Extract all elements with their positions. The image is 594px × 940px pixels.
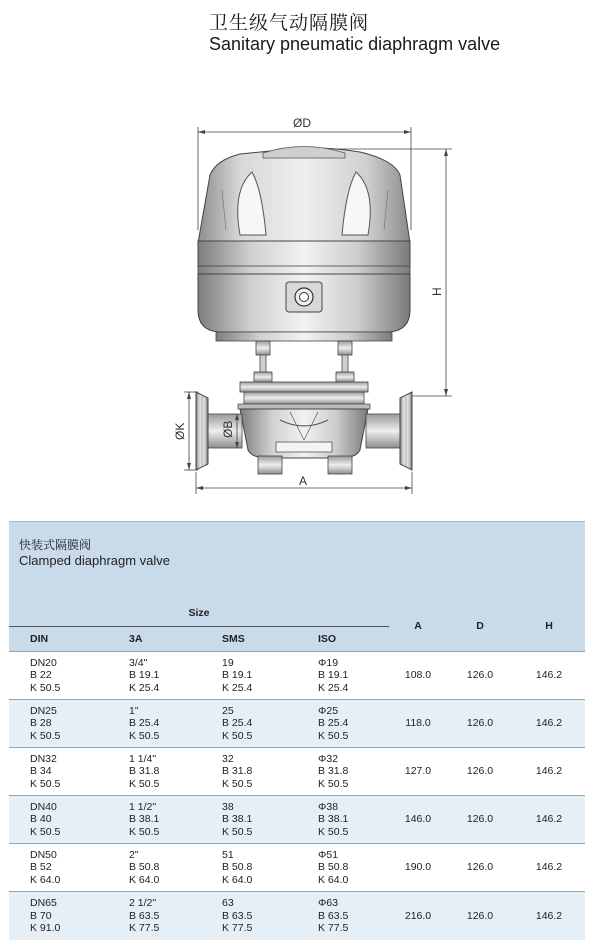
cell-line: K 91.0 — [30, 922, 61, 934]
cell-iso — [308, 652, 389, 700]
cell-line: K 77.5 — [129, 922, 160, 934]
cell-a: 146.0 — [389, 796, 447, 844]
cell-line: B 31.8 — [129, 765, 160, 778]
table-row — [9, 844, 585, 892]
column-header-din: DIN — [9, 627, 119, 652]
cell-a: 216.0 — [389, 892, 447, 940]
cell-line: B 38.1 — [129, 813, 160, 826]
cell-line: K 50.5 — [129, 825, 160, 838]
cell-sms — [212, 700, 308, 748]
cell-din — [9, 700, 119, 748]
cell-3a-size — [119, 892, 212, 940]
cell-line: K 25.4 — [222, 681, 253, 694]
cell-line: B 63.5 — [318, 909, 349, 922]
cell-a: 118.0 — [389, 700, 447, 748]
cell-sms — [212, 796, 308, 844]
cell-line: K 64.0 — [129, 873, 160, 886]
cell-line: K 50.5 — [30, 681, 61, 694]
cell-iso — [308, 700, 389, 748]
cell-h: 146.2 — [513, 700, 585, 748]
table-row — [9, 796, 585, 844]
table-row — [9, 892, 585, 940]
dimension-d-label: ØD — [293, 116, 311, 130]
cell-line: DN20 — [30, 656, 57, 669]
cell-a: 127.0 — [389, 748, 447, 796]
cell-d: 126.0 — [447, 796, 513, 844]
cell-line: 38 — [222, 800, 234, 813]
cell-line: 1" — [129, 704, 139, 717]
cell-line: B 63.5 — [222, 909, 253, 922]
cell-din — [9, 844, 119, 892]
cell-line: K 50.5 — [222, 777, 253, 790]
cell-line: K 50.5 — [222, 729, 253, 742]
cell-3a-size — [119, 748, 212, 796]
cell-din — [9, 892, 119, 940]
cell-line: Φ38 — [318, 800, 339, 813]
cell-line: K 77.5 — [222, 922, 253, 934]
column-header-iso: ISO — [308, 627, 389, 652]
cell-sms — [212, 748, 308, 796]
size-group-header: Size — [9, 600, 389, 627]
cell-line: 63 — [222, 897, 234, 909]
cell-line: B 50.8 — [318, 861, 349, 874]
cell-iso — [308, 844, 389, 892]
cell-line: B 40 — [30, 813, 52, 826]
column-header-h: H — [513, 600, 585, 652]
cell-line: B 50.8 — [129, 861, 160, 874]
cell-line: 2 1/2" — [129, 897, 157, 909]
cell-line: 25 — [222, 704, 234, 717]
cell-h: 146.2 — [513, 892, 585, 940]
cell-line: B 31.8 — [222, 765, 253, 778]
cell-line: 51 — [222, 848, 234, 861]
cell-3a-size — [119, 652, 212, 700]
cell-d: 126.0 — [447, 844, 513, 892]
cell-line: K 50.5 — [30, 777, 61, 790]
cell-a: 190.0 — [389, 844, 447, 892]
cell-h: 146.2 — [513, 652, 585, 700]
cell-line: Φ25 — [318, 704, 339, 717]
cell-line: B 31.8 — [318, 765, 349, 778]
cell-line: K 50.5 — [129, 777, 160, 790]
dimensions-table-section — [9, 521, 585, 940]
cell-line: B 22 — [30, 669, 52, 682]
cell-line: 1 1/2" — [129, 800, 157, 813]
dimension-h-label: H — [430, 287, 444, 296]
cell-line: 3/4" — [129, 656, 148, 669]
cell-line: DN50 — [30, 848, 57, 861]
cell-line: DN32 — [30, 752, 57, 765]
cell-iso — [308, 892, 389, 940]
cell-line: 19 — [222, 656, 234, 669]
cell-a: 108.0 — [389, 652, 447, 700]
table-section-header — [9, 521, 585, 600]
cell-line: B 63.5 — [129, 909, 160, 922]
cell-h: 146.2 — [513, 844, 585, 892]
cell-din — [9, 748, 119, 796]
actuator-cover — [198, 147, 410, 342]
bolt-studs — [254, 341, 354, 382]
dimension-k — [173, 392, 198, 470]
cell-line: K 77.5 — [318, 922, 349, 934]
cell-d: 126.0 — [447, 700, 513, 748]
dimensions-table — [9, 600, 585, 940]
cell-d: 126.0 — [447, 652, 513, 700]
column-header-sms: SMS — [212, 627, 308, 652]
cell-line: K 25.4 — [129, 681, 160, 694]
cell-line: Φ51 — [318, 848, 339, 861]
cell-sms — [212, 652, 308, 700]
cell-line: B 50.8 — [222, 861, 253, 874]
cell-sms — [212, 844, 308, 892]
cell-line: 2" — [129, 848, 139, 861]
column-header-3a: 3A — [119, 627, 212, 652]
section-title-chinese: 快装式隔膜阀 — [19, 538, 92, 552]
page-title-english: Sanitary pneumatic diaphragm valve — [209, 34, 501, 54]
table-row — [9, 652, 585, 700]
cell-din — [9, 652, 119, 700]
cell-line: B 25.4 — [318, 717, 349, 730]
cell-d: 126.0 — [447, 892, 513, 940]
cell-line: B 19.1 — [318, 669, 349, 682]
cell-line: K 50.5 — [129, 729, 160, 742]
cell-line: K 50.5 — [222, 825, 253, 838]
column-header-d: D — [447, 600, 513, 652]
cell-line: 32 — [222, 752, 234, 765]
cell-line: B 19.1 — [129, 669, 160, 682]
cell-line: K 50.5 — [30, 729, 61, 742]
dimension-a-label: A — [299, 474, 308, 488]
cell-3a-size — [119, 700, 212, 748]
cell-line: Φ63 — [318, 897, 339, 909]
cell-line: K 50.5 — [318, 825, 349, 838]
cell-line: Φ32 — [318, 752, 339, 765]
cell-line: K 64.0 — [318, 873, 349, 886]
section-title-english: Clamped diaphragm valve — [19, 553, 171, 568]
cell-line: K 25.4 — [318, 681, 349, 694]
cell-line: B 70 — [30, 909, 52, 922]
cell-line: B 25.4 — [222, 717, 253, 730]
cell-iso — [308, 748, 389, 796]
cell-line: K 64.0 — [222, 873, 253, 886]
table-row — [9, 700, 585, 748]
cell-line: DN40 — [30, 800, 57, 813]
cell-line: K 50.5 — [318, 777, 349, 790]
cell-line: B 19.1 — [222, 669, 253, 682]
table-row — [9, 748, 585, 796]
cell-3a-size — [119, 844, 212, 892]
cell-line: B 52 — [30, 861, 52, 874]
cell-line: B 38.1 — [318, 813, 349, 826]
cell-sms — [212, 892, 308, 940]
cell-line: K 50.5 — [318, 729, 349, 742]
cell-line: K 50.5 — [30, 825, 61, 838]
cell-line: K 64.0 — [30, 873, 61, 886]
cell-line: B 28 — [30, 717, 52, 730]
cell-iso — [308, 796, 389, 844]
cell-3a-size — [119, 796, 212, 844]
cell-line: DN25 — [30, 704, 57, 717]
cell-line: B 38.1 — [222, 813, 253, 826]
dimension-k-label: ØK — [173, 422, 187, 440]
cell-din — [9, 796, 119, 844]
cell-line: B 25.4 — [129, 717, 160, 730]
cell-line: 1 1/4" — [129, 752, 157, 765]
dimension-a — [196, 472, 412, 494]
dimension-b-label: ØB — [221, 420, 235, 438]
cell-h: 146.2 — [513, 796, 585, 844]
cell-line: B 34 — [30, 765, 52, 778]
page-title-chinese: 卫生级气动隔膜阀 — [209, 12, 370, 34]
column-header-a: A — [389, 600, 447, 652]
cell-line: DN65 — [30, 897, 57, 909]
cell-d: 126.0 — [447, 748, 513, 796]
cell-line: Φ19 — [318, 656, 339, 669]
cell-h: 146.2 — [513, 748, 585, 796]
